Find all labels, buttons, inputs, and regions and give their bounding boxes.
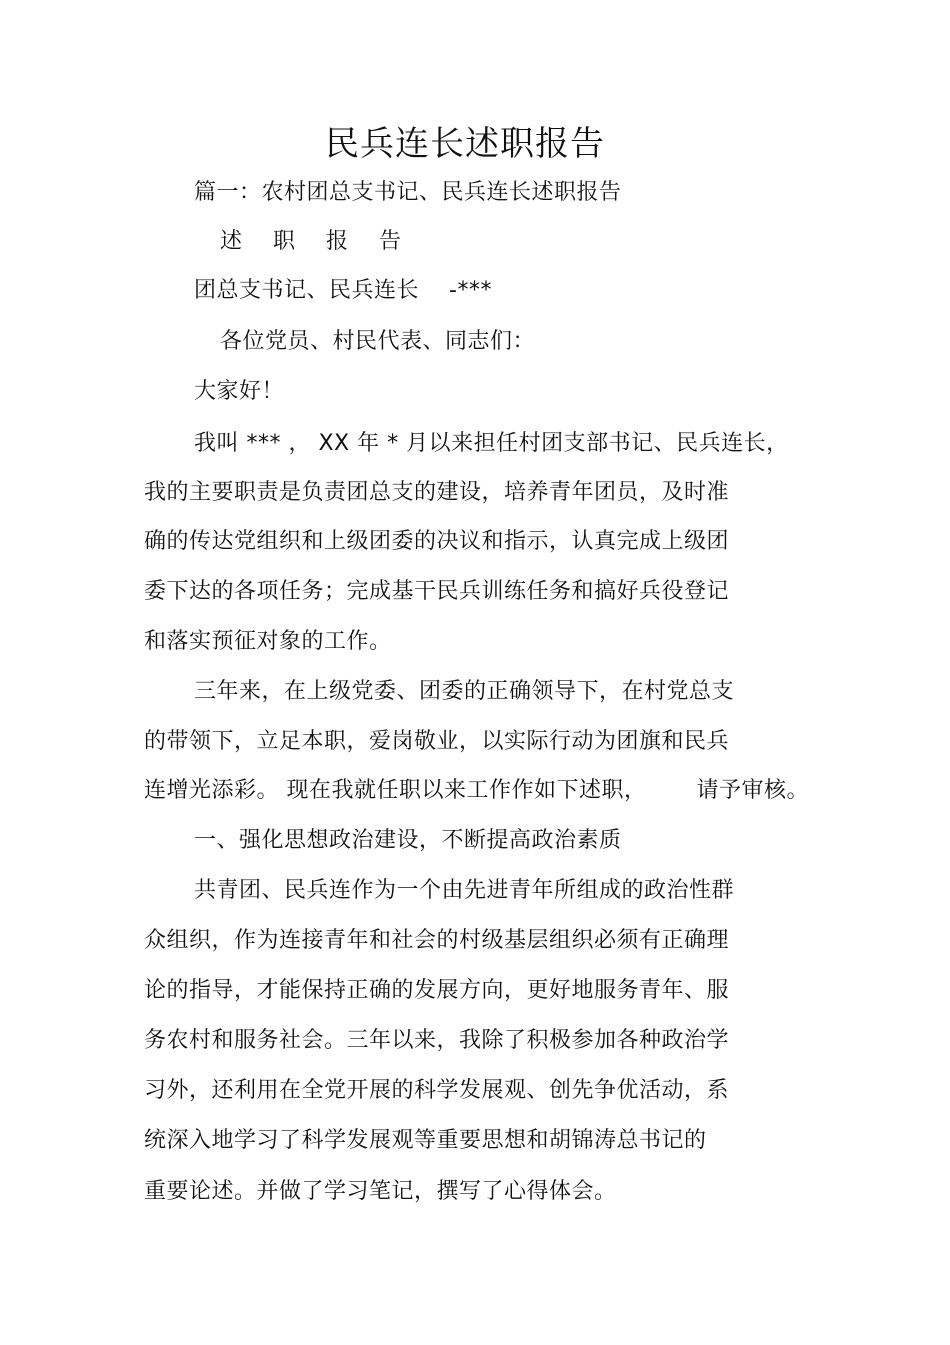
paragraph-line: 我的主要职责是负责团总支的建设，培养青年团员，及时准 xyxy=(144,480,730,505)
paragraph-line: 重要论述。并做了学习笔记，撰写了心得体会。 xyxy=(144,1179,617,1204)
author-line xyxy=(194,277,492,305)
greeting: 大家好！ xyxy=(194,379,285,404)
paragraph-text: 连增光添彩。 现在我就任职以来工作作如下述职， xyxy=(144,778,647,803)
paragraph-line: 三年来，在上级党委、团委的正确领导下，在村党总支 xyxy=(194,679,735,704)
section-heading: 篇一：农村团总支书记、民兵连长述职报告 xyxy=(194,180,622,205)
document-title: 民兵连长述职报告 xyxy=(325,124,605,164)
author-name: -*** xyxy=(449,278,492,303)
paragraph-text: 请予审核。 xyxy=(696,778,810,803)
paragraph-line xyxy=(144,777,809,805)
paragraph-line: 的带领下，立足本职，爱岗敬业，以实际行动为团旗和民兵 xyxy=(144,729,730,754)
salutation: 各位党员、村民代表、同志们： xyxy=(220,329,536,354)
paragraph-line: 委下达的各项任务；完成基干民兵训练任务和搞好兵役登记 xyxy=(144,579,730,604)
paragraph-line: 统深入地学习了科学发展观等重要思想和胡锦涛总书记的 xyxy=(144,1128,707,1153)
paragraph-line: 习外，还利用在全党开展的科学发展观、创先争优活动，系 xyxy=(144,1078,730,1103)
paragraph-line: 论的指导，才能保持正确的发展方向，更好地服务青年、服 xyxy=(144,978,730,1003)
paragraph-line: 众组织，作为连接青年和社会的村级基层组织必须有正确理 xyxy=(144,928,730,953)
paragraph-line: 和落实预征对象的工作。 xyxy=(144,629,392,654)
paragraph-line: 共青团、民兵连作为一个由先进青年所组成的政治性群 xyxy=(194,878,735,903)
paragraph-line: 我叫 *** ， XX 年 * 月以来担任村团支部书记、民兵连长， xyxy=(194,431,789,456)
paragraph-line: 务农村和服务社会。三年以来，我除了积极参加各种政治学 xyxy=(144,1028,730,1053)
paragraph-line: 确的传达党组织和上级团委的决议和指示，认真完成上级团 xyxy=(144,529,730,554)
section-subheading: 一、强化思想政治建设，不断提高政治素质 xyxy=(194,828,622,853)
author-role: 团总支书记、民兵连长 xyxy=(194,278,420,303)
sub-title: 述 职 报 告 xyxy=(220,229,413,254)
